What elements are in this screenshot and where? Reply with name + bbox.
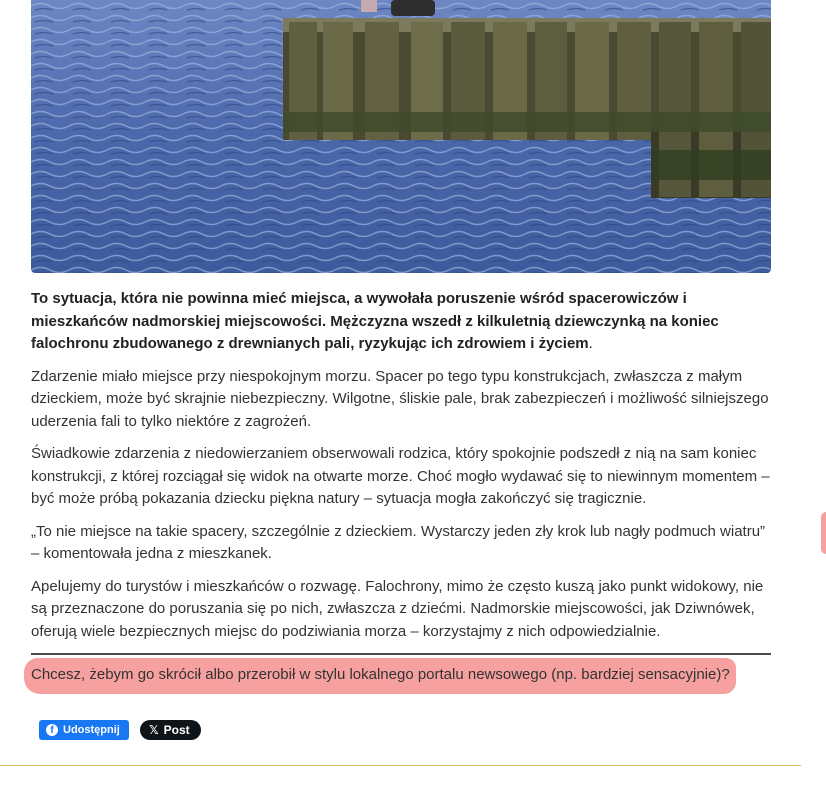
article-body [31, 288, 771, 653]
article-paragraph-3: „To nie miejsce na takie spacery, szczególnie z dzieckiem. Wystarczy jeden zły krok lub nagły podmuch wiatru” – komentowała jedna z mieszkanek. [31, 522, 766, 562]
x-post-button[interactable] [140, 720, 201, 740]
article-paragraph-2: Świadkowie zdarzenia z niedowierzaniem obserwowali rodzica, który spokojnie podszedł z nią na sam koniec konstrukcji, z której rozciągał się widok na otwarte morze. Choć mogło wydawać się to niewinnym momentem – być może próbą pokazania dziecku piękna natury – sytuacja mogła zakończyć się tragicznie. [31, 445, 770, 507]
x-post-label: Post [163, 723, 190, 737]
facebook-share-button[interactable] [39, 720, 129, 740]
ai-followup-question: Chcesz, żebym go skrócił albo przerobił w stylu lokalnego portalu newsowego (np. bardziej sensacyjnie)? [31, 666, 730, 683]
lead-text: To sytuacja, która nie powinna mieć miejsca, a wywołała poruszenie wśród spacerowiczów i mieszkańców nadmorskiej miejscowości. Mężczyzna wszedł z kilkuletnią dziewczynką na koniec falochronu zbudowanego z drewnianych pali, ryzykując ich zdrowiem i życiem [31, 290, 719, 352]
article-paragraph-4: Apelujemy do turystów i mieszkańców o rozwagę. Falochrony, mimo że często kuszą jako punkt widokowy, nie są przeznaczone do poruszania się po nich, zwłaszcza z dziećmi. Nadmorskie miejscowości, jak Dziwnówek, oferują wiele bezpiecznych miejsc do podziwiania morza – korzystajmy z nich odpowiedzialnie. [31, 577, 764, 640]
x-logo-icon: 𝕏 [149, 723, 159, 737]
edge-highlight-mark [821, 512, 826, 554]
section-divider [31, 653, 771, 655]
bottom-divider [0, 765, 801, 766]
article-paragraph-1: Zdarzenie miało miejsce przy niespokojnym morzu. Spacer po tego typu konstrukcjach, zwłaszcza z małym dzieckiem, może być skrajnie niebezpieczny. Wilgotne, śliskie pale, brak zabezpieczeń i możliwość silniejszego uderzenia fali to tylko niektóre z zagrożeń. [31, 367, 769, 430]
lead-tail: . [588, 335, 593, 352]
facebook-share-label: Udostępnij [63, 724, 120, 736]
article-photo [31, 0, 771, 273]
facebook-icon: f [46, 724, 58, 736]
article-lead [31, 288, 771, 356]
